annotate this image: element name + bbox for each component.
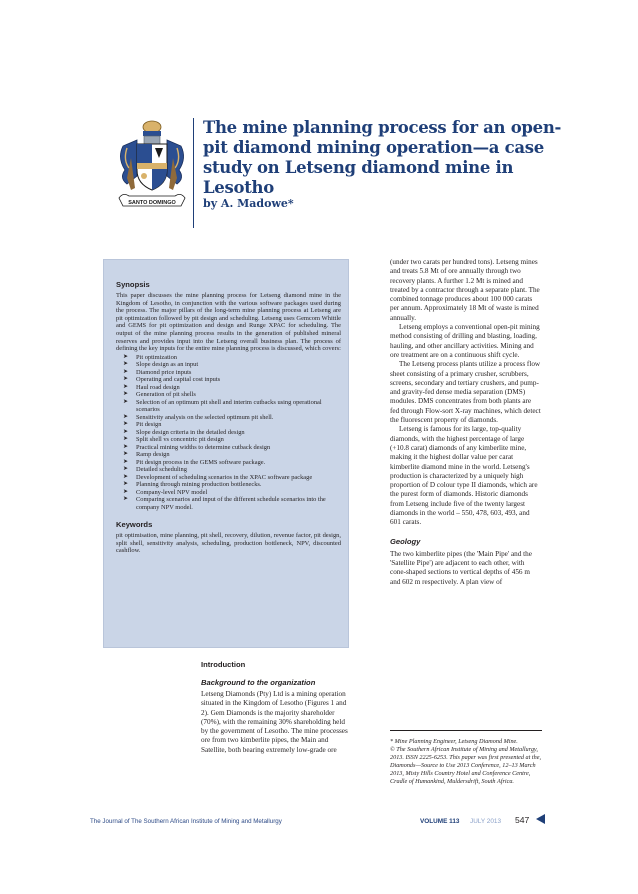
right-column (390, 258, 542, 587)
footnote-copyright: © The Southern African Institute of Mining and Metallurgy, 2013. ISSN 2225-6253. This paper was first presented at the, Diamonds—Source to Use 2013 Conference, 12–13 March 2013, Misty Hills Country Hotel and Conference Centre, Cradle of Humankind, Muldersdrift, South Africa. (390, 746, 542, 785)
bullet-icon: ➤ (123, 376, 129, 383)
list-item: ➤ Selection of an optimum pit shell and interim cutbacks using operational scenarios (123, 398, 322, 414)
list-item: ➤ Split shell vs concentric pit design (123, 436, 224, 444)
body-paragraph: The Letseng process plants utilize a process flow sheet consisting of a primary crusher, scrubbers, screens, secondary and tertiary crushers, and pump- and gravity-fed dense media separation (DMS) modules. DMS concentrates from both plants are fed through Flow-sort X-ray machines, which detect the fluorescent property of diamonds. (390, 360, 541, 425)
bullet-icon: ➤ (123, 391, 129, 398)
list-item: ➤ Planning through mining production bottlenecks. (123, 481, 262, 489)
synopsis-text: This paper discusses the mine planning process for Letseng diamond mine in the Kingdom of Lesotho, in conjunction with the various software packages used during the process. The major pillars of the long-term mine planning process at Letseng are pit optimization followed by pit design and scheduling. Letseng uses Gemcom Whittle and GEMS for pit optimization and design and Runge XPAC for scheduling. The output of the mine planning process results in the generation of published mineral reserves and provides input into the Letseng overall business plan. The process of defining the key inputs for the entire mine planning process is discussed, which covers: (116, 292, 341, 353)
list-item: ➤ Generation of pit shells (123, 391, 196, 399)
logo-motto: SANTO DOMINGO (128, 200, 176, 206)
list-item: ➤ Pit design process in the GEMS software package. (123, 458, 266, 466)
bullet-icon: ➤ (123, 496, 129, 503)
background-heading: Background to the organization (201, 678, 316, 687)
bullet-icon: ➤ (123, 458, 129, 465)
issue-date: JULY 2013 (470, 818, 502, 825)
bullet-icon: ➤ (123, 421, 129, 428)
footnote-affiliation: * Mine Planning Engineer, Letseng Diamond Mine. (390, 738, 518, 745)
bullet-icon: ➤ (123, 488, 129, 495)
article-title: The mine planning process for an open-pit diamond mining operation—a case study on Letseng diamond mine in Lesotho (203, 118, 562, 197)
list-item: ➤ Detailed scheduling (123, 466, 187, 474)
body-paragraph: Letseng employs a conventional open-pit mining method consisting of drilling and blasting, loading, hauling, and other ancillary activities. Mining and ore treatment are on a continuous shift cycle. (390, 323, 540, 359)
introduction-section (201, 660, 351, 755)
list-item: ➤ Haul road design (123, 383, 180, 391)
bullet-icon: ➤ (123, 428, 129, 435)
body-paragraph: (under two carats per hundred tons). Letseng mines and treats 5.8 Mt of ore annually through two recovery plants. A further 1.2 Mt is mined and treated by a contractor through a separate plant. The combined tonnage produces about 100 000 carats per annum. Approximately 18 Mt of waste is mined annually. (390, 258, 540, 322)
journal-name: The Journal of The Southern African Institute of Mining and Metallurgy (90, 818, 282, 825)
page-number: 547 (515, 815, 530, 825)
list-item: ➤ Diamond price inputs (123, 368, 192, 376)
article-byline: by A. Madowe* (203, 197, 294, 210)
title-divider (193, 118, 194, 228)
list-item: ➤ Company-level NPV model (123, 488, 208, 496)
list-item: ➤ Practical mining widths to determine cutback design (123, 443, 271, 451)
bullet-icon: ➤ (123, 466, 129, 473)
saimm-coat-of-arms-icon (113, 118, 191, 214)
list-item: ➤ Slope design as an input (123, 361, 199, 369)
bullet-icon: ➤ (123, 436, 129, 443)
bullet-icon: ➤ (123, 368, 129, 375)
bullet-icon: ➤ (123, 451, 129, 458)
bullet-icon: ➤ (123, 361, 129, 368)
list-item: ➤ Pit design (123, 421, 162, 429)
bullet-icon: ➤ (123, 443, 129, 450)
bullet-icon: ➤ (123, 383, 129, 390)
body-paragraph: Letseng Diamonds (Pty) Ltd is a mining operation situated in the Kingdom of Lesotho (Figures 1 and 2). Gem Diamonds is the majority shareholder (70%), with the remaining 30% shareholding held by the government of Lesotho. The mine processes ore from two kimberlite pipes, the Main and Satellite, both bearing extremely low-grade ore (201, 690, 348, 754)
body-paragraph: The two kimberlite pipes (the 'Main Pipe' and the 'Satellite Pipe') are adjacent to each other, with cone-shaped sections to vertical depths of 456 m and 602 m respectively. A plan view of (390, 549, 532, 586)
bullet-icon: ➤ (123, 413, 129, 420)
bullet-icon: ➤ (123, 481, 129, 488)
synopsis-heading: Synopsis (116, 280, 150, 289)
keywords-heading: Keywords (116, 520, 153, 530)
list-item: ➤ Pit optimization (123, 353, 178, 361)
bullet-icon: ➤ (123, 353, 129, 360)
list-item: ➤ Ramp design (123, 451, 170, 459)
list-item: ➤ Sensitivity analysis on the selected optimum pit shell. (123, 413, 274, 421)
volume-label: VOLUME 113 (420, 818, 460, 825)
list-item: ➤ Comparing scenarios and input of the different schedule scenarios into the company NPV model. (123, 496, 326, 511)
introduction-heading: Introduction (201, 660, 246, 669)
footnote-divider (390, 730, 542, 731)
body-paragraph: Letseng is famous for its large, top-quality diamonds, with the highest percentage of large (+10.8 carat) diamonds of any kimberlite mine, making it the highest dollar value per carat kimberlite diamond mine in the world. Letseng's production is characterized by a uniquely high proportion of D colour type II diamonds, which are the purest form of diamonds. Historic diamonds from Letseng include five of the twenty largest diamonds in the world – 550, 478, 603, 493, and 601 carats. (390, 425, 538, 527)
geology-heading: Geology (390, 536, 421, 546)
keywords-text: pit optimisation, mine planning, pit shell, recovery, dilution, revenue factor, pit design, split shell, sensitivity analysis, scheduling, production bottleneck, NPV, discounted cashflow. (116, 532, 341, 555)
page-arrow-icon (536, 814, 545, 824)
bullet-icon: ➤ (123, 473, 129, 480)
synopsis-content (116, 280, 341, 555)
footnote (390, 738, 542, 786)
bullet-icon: ➤ (123, 398, 129, 405)
list-item: ➤ Development of scheduling scenarios in the XPAC software package (123, 473, 313, 481)
list-item: ➤ Operating and capital cost inputs (123, 376, 221, 384)
synopsis-list (116, 354, 341, 512)
list-item: ➤ Slope design criteria in the detailed design (123, 428, 245, 436)
